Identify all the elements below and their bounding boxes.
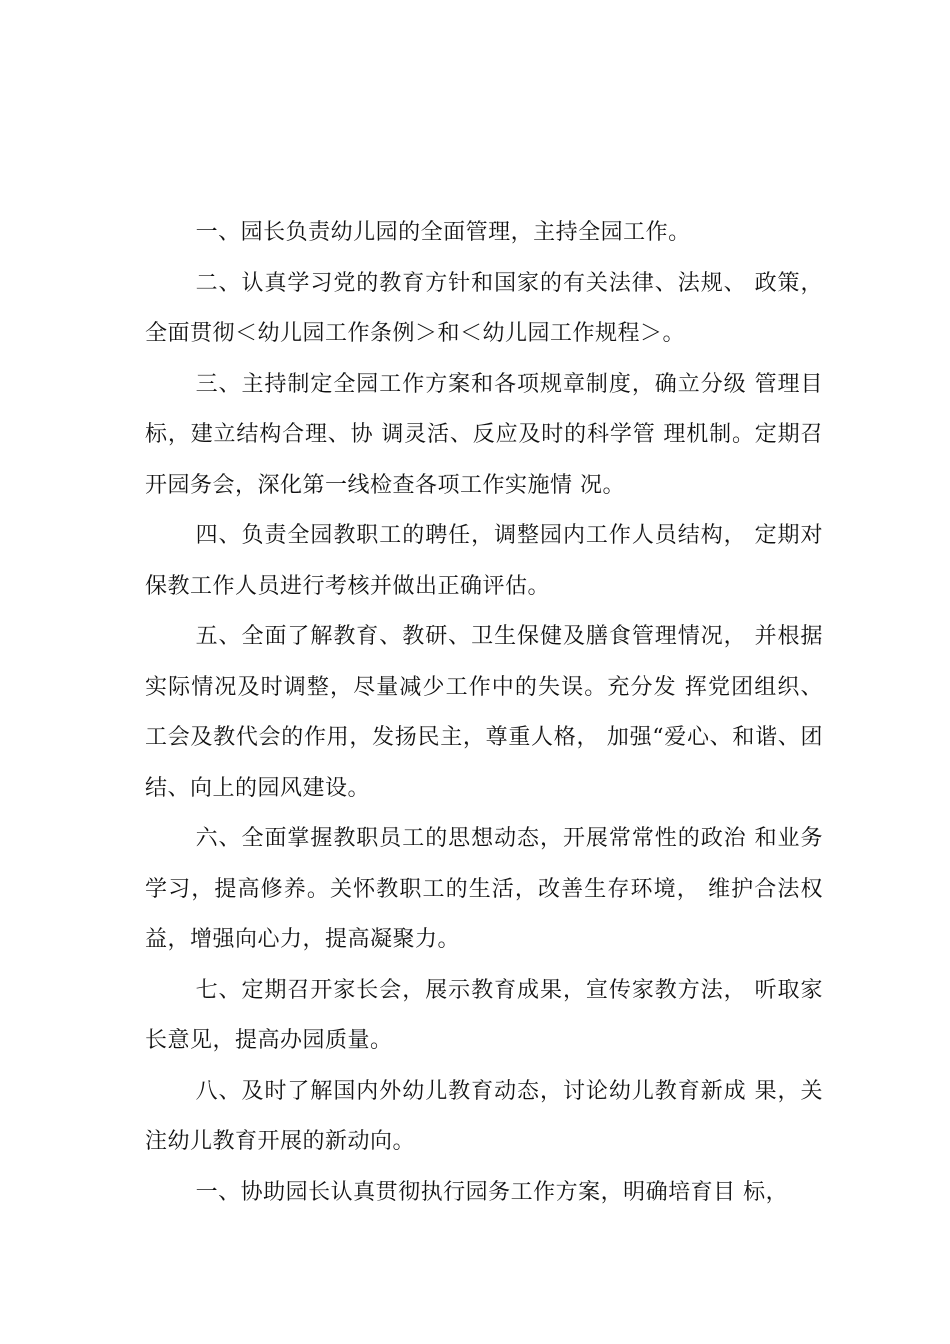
document-body [145, 208, 823, 1218]
paragraph-4: 四、负责全园教职工的聘任，调整园内工作人员结构， 定期对保教工作人员进行考核并做出正确评估。 [145, 523, 823, 599]
paragraph-8: 八、及时了解国内外幼儿教育动态，讨论幼儿教育新成 果，关注幼儿教育开展的新动向。 [145, 1078, 823, 1154]
paragraph-9: 一、协助园长认真贯彻执行园务工作方案，明确培育目 标， [195, 1179, 789, 1205]
paragraph-5: 五、全面了解教育、教研、卫生保健及膳食管理情况， 并根据实际情况及时调整，尽量减少工作中的失误。充分发 挥党团组织、工会及教代会的作用，发扬民主，尊重人格， 加强“爱心、和谐、团结、向上的园风建设。 [145, 624, 823, 801]
paragraph-1: 一、园长负责幼儿园的全面管理，主持全园工作。 [195, 220, 691, 245]
paragraph-2: 二、认真学习党的教育方针和国家的有关法律、法规、 政策，全面贯彻＜幼儿园工作条例＞和＜幼儿园工作规程＞。 [145, 270, 823, 346]
paragraph-6: 六、全面掌握教职员工的思想动态，开展常常性的政治 和业务学习，提高修养。关怀教职工的生活，改善生存环境， 维护合法权益，增强向心力，提高凝聚力。 [145, 826, 823, 952]
paragraph-3: 三、主持制定全园工作方案和各项规章制度，确立分级 管理目标，建立结构合理、协 调灵活、反应及时的科学管 理机制。定期召开园务会，深化第一线检查各项工作实施情 况。 [145, 371, 823, 498]
paragraph-7: 七、定期召开家长会，展示教育成果，宣传家教方法， 听取家长意见，提高办园质量。 [145, 977, 823, 1053]
